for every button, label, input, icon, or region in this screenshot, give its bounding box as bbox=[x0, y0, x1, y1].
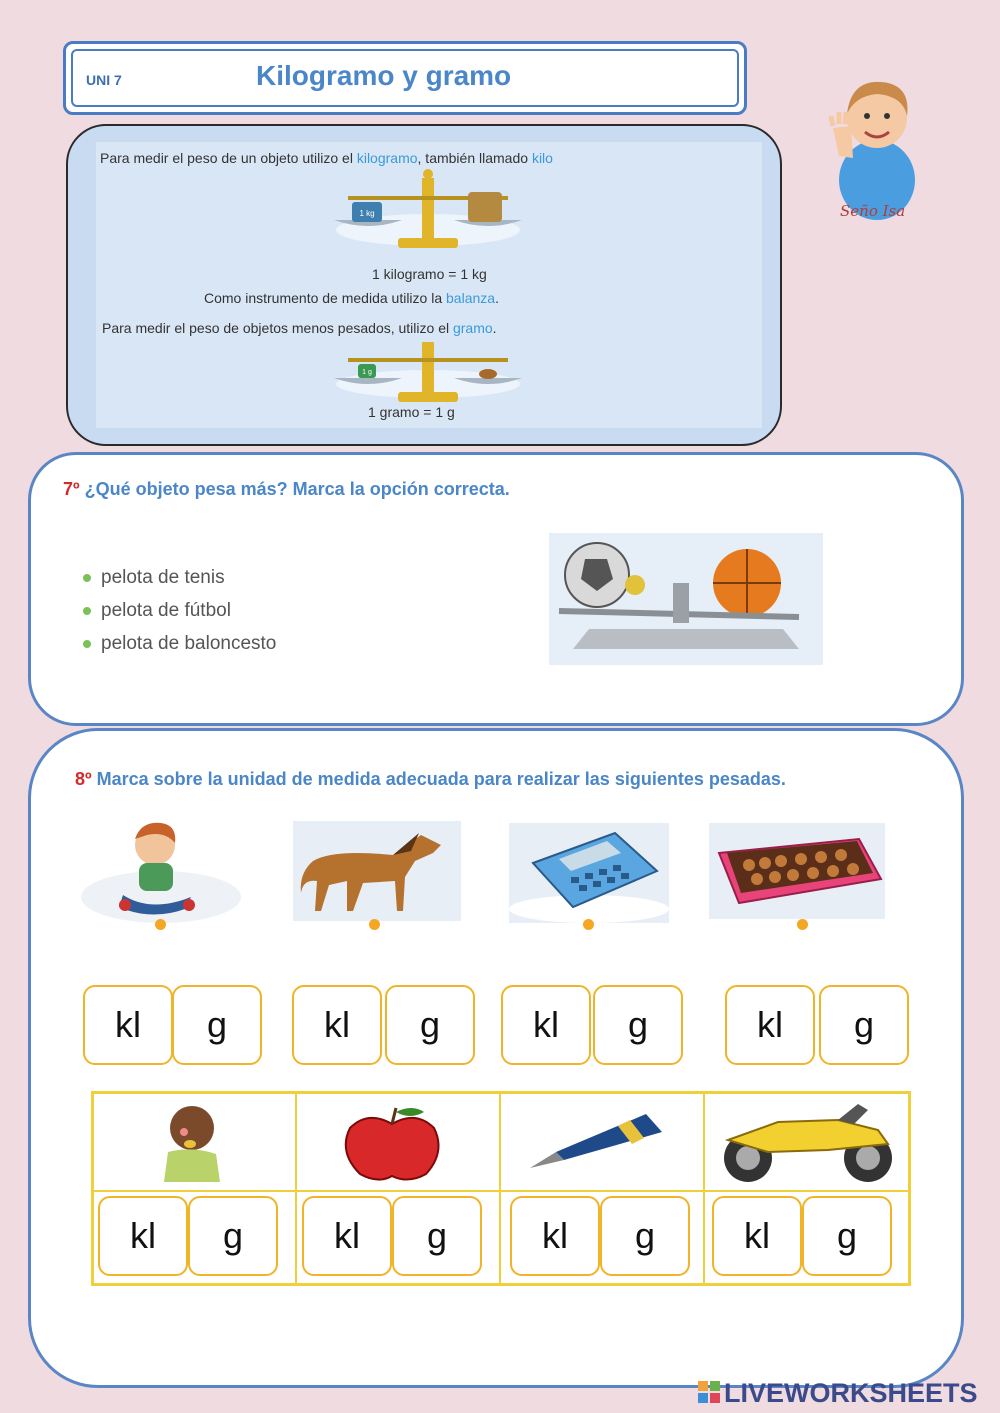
svg-text:1 kg: 1 kg bbox=[359, 209, 375, 218]
kg-equivalence: 1 kilogramo = 1 kg bbox=[372, 266, 487, 282]
question-7-section bbox=[28, 452, 964, 726]
chocolate-box-icon bbox=[709, 823, 885, 919]
question-8-title: 8º Marca sobre la unidad de medida adecuada para realizar las siguientes pesadas. bbox=[75, 769, 786, 789]
question-8-section bbox=[28, 728, 964, 1388]
baby-icon bbox=[154, 1102, 234, 1186]
gram-text: Para medir el peso de objetos menos pesados, utilizo el gramo. bbox=[102, 320, 497, 336]
balance-g-icon bbox=[328, 336, 528, 406]
svg-text:1 g: 1 g bbox=[362, 369, 372, 376]
row2-item3-kl-box[interactable]: kl bbox=[510, 1196, 600, 1276]
balls-balance-icon bbox=[549, 533, 823, 665]
q7-option-tennis[interactable]: pelota de tenis bbox=[83, 567, 225, 589]
q7-option-basketball[interactable]: pelota de baloncesto bbox=[83, 633, 276, 655]
row2-item1-g-box[interactable]: g bbox=[188, 1196, 278, 1276]
row1-dot-4 bbox=[797, 919, 808, 930]
row1-item4-g-box[interactable]: g bbox=[819, 985, 909, 1065]
row1-dot-3 bbox=[583, 919, 594, 930]
fountain-pen-icon bbox=[526, 1108, 676, 1176]
info-kilogram-text: Para medir el peso de un objeto utilizo el kilogramo, también llamado kilo bbox=[100, 150, 553, 166]
q7-option-football[interactable]: pelota de fútbol bbox=[83, 600, 231, 622]
row1-item4-kl-box[interactable]: kl bbox=[725, 985, 815, 1065]
child-icon bbox=[81, 817, 241, 925]
g-equivalence: 1 gramo = 1 g bbox=[368, 404, 455, 420]
grid-divider bbox=[94, 1190, 908, 1192]
row1-item3-g-box[interactable]: g bbox=[593, 985, 683, 1065]
row2-item3-g-box[interactable]: g bbox=[600, 1196, 690, 1276]
row1-item2-kl-box[interactable]: kl bbox=[292, 985, 382, 1065]
apple-icon bbox=[338, 1104, 448, 1182]
teacher-caption: Seño Isa bbox=[840, 202, 906, 220]
row1-item1-g-box[interactable]: g bbox=[172, 985, 262, 1065]
row2-item4-kl-box[interactable]: kl bbox=[712, 1196, 802, 1276]
row2-item4-g-box[interactable]: g bbox=[802, 1196, 892, 1276]
liveworksheets-logo-icon bbox=[698, 1381, 720, 1403]
bullet-icon bbox=[83, 640, 91, 648]
motorcycle-icon bbox=[708, 1100, 904, 1186]
row1-item2-g-box[interactable]: g bbox=[385, 985, 475, 1065]
info-panel bbox=[96, 142, 762, 428]
row1-dot-1 bbox=[155, 919, 166, 930]
row1-dot-2 bbox=[369, 919, 380, 930]
row1-item3-kl-box[interactable]: kl bbox=[501, 985, 591, 1065]
bullet-icon bbox=[83, 574, 91, 582]
bullet-icon bbox=[83, 607, 91, 615]
instrument-text: Como instrumento de medida utilizo la balanza. bbox=[204, 290, 499, 306]
info-box bbox=[66, 124, 782, 446]
row2-grid bbox=[91, 1091, 911, 1286]
question-7-title: 7º ¿Qué objeto pesa más? Marca la opción correcta. bbox=[63, 479, 510, 499]
calculator-icon bbox=[509, 823, 669, 923]
title-box bbox=[63, 41, 747, 115]
horse-icon bbox=[293, 821, 461, 921]
liveworksheets-brand[interactable]: LIVEWORKSHEETS bbox=[724, 1378, 978, 1408]
row1-item1-kl-box[interactable]: kl bbox=[83, 985, 173, 1065]
unit-label: UNI 7 bbox=[86, 72, 122, 88]
row2-item1-kl-box[interactable]: kl bbox=[98, 1196, 188, 1276]
row2-item2-kl-box[interactable]: kl bbox=[302, 1196, 392, 1276]
balance-kg-icon bbox=[328, 168, 528, 258]
row2-item2-g-box[interactable]: g bbox=[392, 1196, 482, 1276]
page-title: Kilogramo y gramo bbox=[256, 60, 512, 91]
